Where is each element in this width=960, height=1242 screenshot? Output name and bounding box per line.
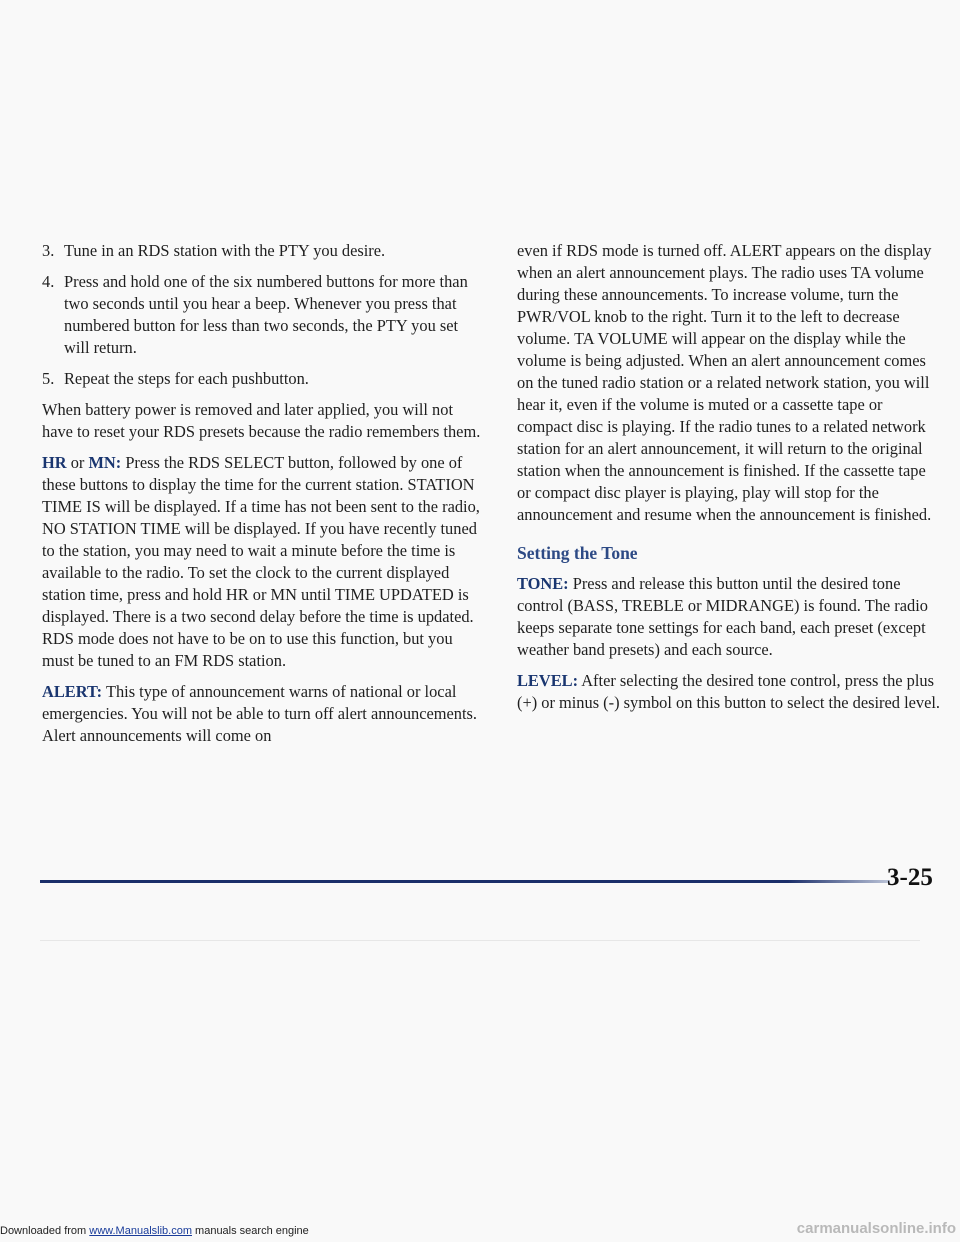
alert-text: This type of announcement warns of national or local emergencies. You will not be able to turn off alert announcements. Alert announcements will come on bbox=[42, 682, 478, 745]
step-item bbox=[42, 271, 482, 359]
step-list bbox=[42, 240, 482, 390]
step-number: 4. bbox=[42, 272, 55, 291]
tone-text: Press and release this button until the desired tone control (BASS, TREBLE or MIDRANGE) is found. The radio keeps separate tone settings for each band, each preset (except weather band presets) and each source. bbox=[517, 574, 928, 659]
step-number: 3. bbox=[42, 241, 55, 260]
step-text: Press and hold one of the six numbered buttons for more than two seconds until you hear a beep. Whenever you press that numbered button for less than two seconds, the PTY you set will return. bbox=[64, 272, 468, 357]
battery-paragraph: When battery power is removed and later applied, you will not have to reset your RDS presets because the radio remembers them. bbox=[42, 400, 481, 441]
step-text: Repeat the steps for each pushbutton. bbox=[64, 369, 309, 388]
right-column bbox=[517, 240, 941, 723]
step-item bbox=[42, 240, 482, 262]
manualslib-link[interactable]: www.Manualslib.com bbox=[89, 1225, 192, 1237]
level-term: LEVEL: bbox=[517, 671, 579, 690]
tone-term: TONE: bbox=[517, 574, 569, 593]
tone-paragraph bbox=[517, 573, 941, 661]
section-heading: Setting the Tone bbox=[517, 543, 638, 563]
left-column bbox=[42, 240, 482, 756]
faint-divider bbox=[40, 940, 920, 941]
footer-rule bbox=[40, 880, 890, 883]
alert-term: ALERT: bbox=[42, 682, 103, 701]
hr-mn-text: Press the RDS SELECT button, followed by one of these buttons to display the time for the current station. STATION TIME IS will be displayed. If a time has not been sent to the radio, NO STATION TIME will be displayed. If you have recently tuned to the station, you may need to wait a minute before the time is available to the radio. To set the clock to the current displayed station time, press and hold HR or MN until TIME UPDATED is displayed. There is a two second delay before the time is updated. RDS mode does not have to be on to use this function, but you must be tuned to an FM RDS station. bbox=[42, 453, 480, 670]
term-connector: or bbox=[66, 453, 89, 472]
site-watermark: carmanualsonline.info bbox=[796, 1220, 956, 1237]
download-prefix: Downloaded from bbox=[0, 1225, 90, 1237]
hr-mn-paragraph bbox=[42, 452, 482, 672]
alert-continued-paragraph: even if RDS mode is turned off. ALERT appears on the display when an alert announcement plays. The radio uses TA volume during these announcements. To increase volume, turn the PWR/VOL knob to the right. Turn it to the left to decrease volume. TA VOLUME will appear on the display while the volume is being adjusted. When an alert announcement comes on the tuned radio station or a related network station, you will hear it, even if the volume is muted or a cassette tape or compact disc is playing. If the radio tunes to a related network station for an alert announcement, it will return to the original station when the announcement is finished. If the cassette tape or compact disc player is playing, play will stop for the announcement and resume when the announcement is finished. bbox=[517, 241, 932, 524]
download-note bbox=[0, 1225, 309, 1237]
step-number: 5. bbox=[42, 369, 55, 388]
mn-term: MN: bbox=[88, 453, 122, 472]
step-item bbox=[42, 368, 482, 390]
download-suffix: manuals search engine bbox=[191, 1225, 309, 1237]
watermark-bar bbox=[0, 1220, 960, 1242]
hr-term: HR bbox=[42, 453, 67, 472]
level-text: After selecting the desired tone control, press the plus (+) or minus (-) symbol on this button to select the desired level. bbox=[517, 671, 941, 712]
level-paragraph bbox=[517, 670, 941, 714]
step-text: Tune in an RDS station with the PTY you desire. bbox=[64, 241, 386, 260]
page-number: 3-25 bbox=[887, 864, 933, 891]
alert-paragraph bbox=[42, 681, 482, 747]
